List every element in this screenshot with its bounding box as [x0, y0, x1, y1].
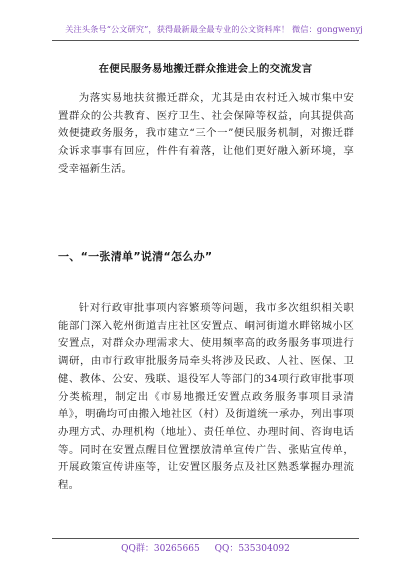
section-heading: 一、“一张清单”说清“怎么办” [58, 250, 213, 263]
footer-qq-number: QQ：535304092 [214, 544, 290, 554]
footer-qq-group: QQ群：30265665 [121, 544, 200, 554]
footer-contact [52, 541, 359, 554]
intro-paragraph: 为落实易地扶贫搬迁群众，尤其是由农村迁入城市集中安置群众的公共教育、医疗卫生、社会保障等权益，向其提供高效便捷政务服务，我市建立“三个一”便民服务机制，对搬迁群众诉求事事有回应，件件有着落，让他们更好融入新环境，享受幸福新生活。 [58, 92, 354, 175]
document-title: 在便民服务易地搬迁群众推进会上的交流发言 [98, 63, 313, 75]
header-divider [52, 40, 359, 41]
footer-divider [52, 538, 359, 539]
promo-banner: 关注头条号“公文研究”，获得最新最全最专业的公文资料库！ 微信：gongwenyj [65, 24, 363, 34]
section-body-paragraph: 针对行政审批事项内容繁琐等问题，我市多次组织相关职能部门深入乾州街道吉庄社区安置点、峒河街道水畔铭城小区安置点，对群众办理需求大、使用频率高的政务服务事项进行调研，由市行政审批服务局牵头将涉及民政、人社、医保、卫健、教体、公安、残联、退役军人等部门的34项行政审批事项分类梳理，制定出《市易地搬迁安置点政务服务事项目录清单》，明确均可由搬入地社区（村）及街道统一承办，列出事项办理方式、办理机构（地址）、责任单位、办理时间、咨询电话等。同时在安置点醒目位置摆放清单宣传广告、张贴宣传单，开展政策宣传讲座等，让安置区服务点及社区熟悉掌握办理流程。 [58, 302, 354, 492]
